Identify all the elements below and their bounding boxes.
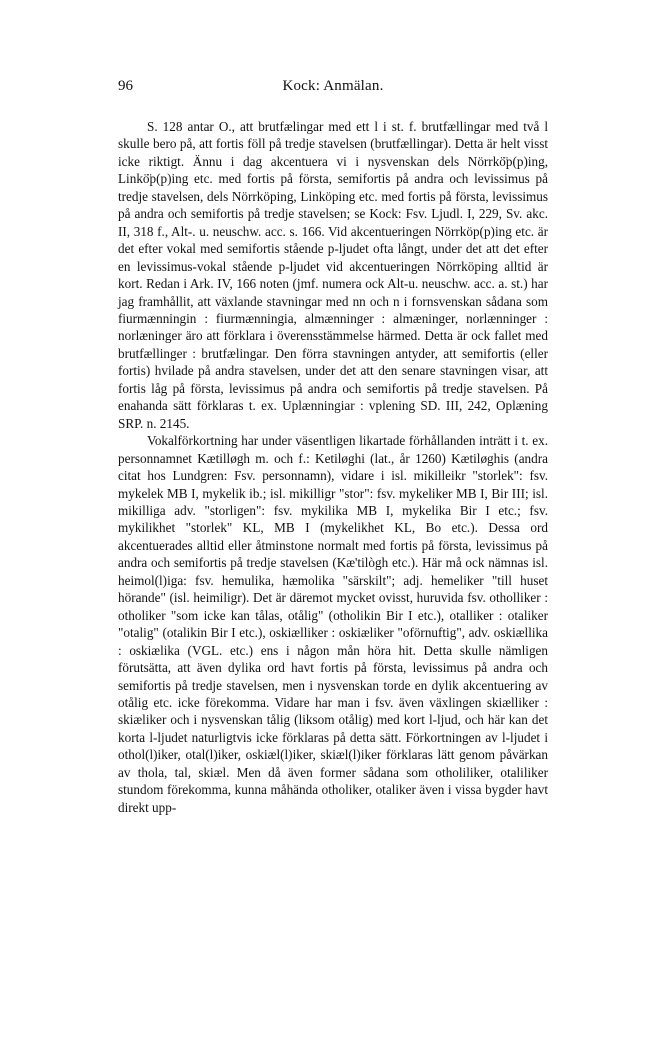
paragraph: S. 128 antar O., att brutfælingar med ett l i st. f. brutfællingar med två l skulle bero på, att fortis föll på tredje stavelsen (brutfællingar). Detta är helt visst icke riktigt. Ännu i dag akcentuera vi i nysvenskan dels Nörrkö̈p(p)ing, Linkö̈p(p)ing etc. med fortis på första, semifortis på andra och levissimus på tredje stavelsen, dels Nörrköping, Linköping etc. med fortis på första, levissimus på andra och semifortis på tredje stavelsen; se Kock: Fsv. Ljudl. I, 229, Sv. akc. II, 318 f., Alt-. u. neuschw. acc. s. 166. Vid akcentueringen Nörrköp(p)ing etc. är det efter vokal med semifortis stående p-ljudet ofta långt, under det att det efter en levissimus-vokal stående p-ljudet vid akcentueringen Nörrköping alltid är kort. Redan i Ark. IV, 166 noten (jmf. numera ock Alt-u. neuschw. acc. a. st.) har jag framhållit, att växlande stavningar med nn och n i fornsvenskan sådana som fiurmænningin : fiurmænningia, almænninger : almæninger, norlænninger : norlæninger äro att förklara i överensstämmelse härmed. Detta är ock fallet med brutfællinger : brutfælingar. Den förra stavningen antyder, att semifortis (eller fortis) hvilade på andra stavelsen, under det att den senare stavningen visar, att fortis låg på första, levissimus på andra och semifortis på tredje stavelsen. På enahanda sätt förklaras t. ex. Uplænningiar : vplening SD. III, 242, Oplæning SRP. n. 2145. (118, 119, 548, 431)
body-text (118, 118, 548, 816)
paragraph: Vokalförkortning har under väsentligen likartade förhållanden inträtt i t. ex. personnamnet Kætilløgh m. och f.: Ketiløghi (lat., år 1260) Kætiløghis (andra citat hos Lundgren: Fsv. personnamn), vidare i isl. mikilleikr "storlek": fsv. mykelek MB I, mykelik ib.; isl. mikilligr "stor": fsv. mykeliker MB I, Bir III; isl. mikilliga adv. "storligen": fsv. mykilika MB I, mykelika Bir I etc.; fsv. mykilikhet "storlek" KL, MB I (mykelikhet KL, Bo etc.). Dessa ord akcentuerades alltid eller åtminstone normalt med fortis på första, levissimus på andra och semifortis på tredje stavelsen (Kæ'tilògh etc.). Här må ock nämnas isl. heimol(l)iga: fsv. hemulika, hæmolika "särskilt"; adj. hemeliker "till huset hörande" (isl. heimiligr). Det är däremot mycket ovisst, huruvida fsv. otholliker : otholiker "som icke kan tålas, otålig" (otholikin Bir I etc.), otalliker : otaliker "otalig" (otalikin Bir I etc.), oskiælliker : oskiæliker "oförnuftig", adv. oskiællika : oskiælika (VGL. etc.) ens i någon mån höra hit. Detta skulle nämligen förutsätta, att även dylika ord havt fortis på första, levissimus på andra och semifortis på tredje stavelsen, men i nysvenskan torde en dylik akcentuering av otålig etc. icke förekomma. Vidare har man i fsv. även växlingen skiælliker : skiæliker och i nysvenskan tålig (liksom otålig) med kort l-ljud, och här kan det korta l-ljudet naturligtvis icke förklaras på detta sätt. Förkortningen av l-ljudet i othol(l)iker, otal(l)iker, oskiæl(l)iker, skiæl(l)iker förklaras lätt genom påvärkan av thola, tal, skiæl. Men då även former sådana som otholiliker, otaliliker stundom förekomma, kunna måhända otholiker, otaliker även i vissa bygder havt direkt upp- (118, 433, 548, 815)
book-page (118, 74, 548, 816)
page-header (118, 74, 548, 98)
running-title: Kock: Anmälan. (282, 78, 384, 94)
page-number: 96 (118, 78, 133, 94)
